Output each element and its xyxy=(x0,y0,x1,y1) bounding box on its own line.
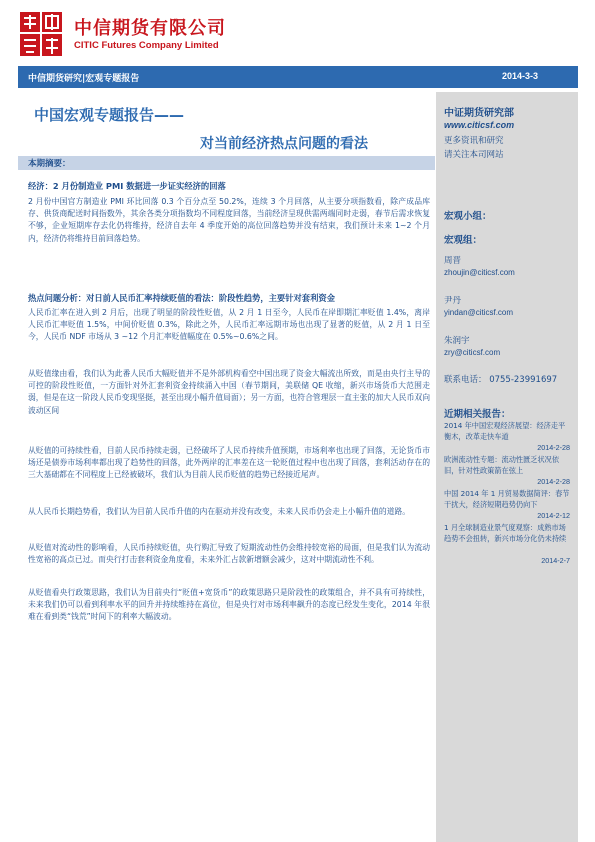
company-logo xyxy=(18,10,318,60)
recent-report-link[interactable]: 欧洲流动性专题：流动性匮乏状况依旧，针对性政策箭在弦上 xyxy=(444,455,560,475)
section-heading-hot-issue: 热点问题分析：对日前人民币汇率持续贬值的看法：阶段性趋势，主要针对套利资金 xyxy=(28,293,335,303)
company-name-en: CITIC Futures Company Limited xyxy=(74,40,219,51)
recent-report-date: 2014-2-12 xyxy=(537,511,570,520)
contact-phone: 联系电话： 0755-23991697 xyxy=(444,375,558,385)
member-name: 周晋 xyxy=(444,256,462,266)
recent-reports-label: 近期相关报告： xyxy=(444,409,511,420)
paragraph-item: 从贬值的可持续性看，目前人民币持续走弱，已经破坏了人民币持续升值预期，市场利率也出现了回落，无论货币市场还是债券市场利率都出现了趋势性的回落，此外两岸的汇率差在这一轮贬值过程中也出现了回落，套利活动存在的三大基础都在不同程度上已经被破坏，我们认为目前人民币贬值的趋势已经接近尾声。 xyxy=(28,446,430,480)
section-heading-economy: 经济：2 月份制造业 PMI 数据进一步证实经济的回落 xyxy=(28,181,226,191)
report-title: 中国宏观专题报告—— xyxy=(34,106,185,124)
paragraph-item: 人民币汇率在进入到 2 月后，出现了明显的阶段性贬值，从 2 月 1 日至今，人民币在岸即期汇率贬值 1.4%，离岸人民币汇率贬值 1.5%，中间价贬值 0.3%，除此之外，人民币汇率远期市场也出现了显著的贬值，从 2 月 1 日至今，人民币 NDF 市场从 3 ~12 个月汇率贬值幅度在 0.5%~0.6%之间。 xyxy=(28,308,430,342)
member-name: 尹丹 xyxy=(444,296,462,306)
company-name-cn: 中信期货有限公司 xyxy=(74,18,226,39)
paragraph-item: 从人民币长期趋势看，我们认为目前人民币升值的内在驱动并没有改变，未来人民币仍会走上小幅升值的道路。 xyxy=(28,507,411,516)
report-date: 2014-3-3 xyxy=(501,71,538,81)
follow-text: 请关注本司网站 xyxy=(444,150,504,160)
paragraph-item: 从贬值看央行政策思路，我们认为目前央行“贬值+宽货币”的政策思路只是阶段性的政策组合，并不具有可持续性，未来我们仍可以看到利率水平的回升并持续维持在高位，但是央行对市场利率飙升的态度已经发生变化，2014 年很难在看到类“钱荒”时间下的利率大幅波动。 xyxy=(28,588,430,622)
sidebar xyxy=(436,92,578,842)
team-label: 宏观组： xyxy=(444,235,483,246)
recent-report-link[interactable]: 中国 2014 年 1 月贸易数据简评：春节干扰大，经济短期趋势仍向下 xyxy=(444,489,570,509)
recent-report-date: 2014-2-28 xyxy=(537,443,570,452)
summary-label: 本期摘要： xyxy=(28,159,71,169)
recent-report-link[interactable]: 1 月全球制造业景气度观察：成熟市场趋势不会扭转，新兴市场分化仍未持续 xyxy=(444,523,567,543)
report-subtitle: 对当前经济热点问题的看法 xyxy=(200,136,368,152)
member-email[interactable]: zhoujin@citicsf.com xyxy=(444,268,515,277)
paragraph-item: 从贬值缘由看，我们认为此番人民币大幅贬值并不是外部机构看空中国出现了资金大幅流出所致，而是由央行主导的可控的阶段性贬值，一方面针对外汇套利资金持续涌入中国（春节期间，美联储 QE 收缩，新兴市场货币大范围走弱，但是在这一阶段人民币变现坚挺，甚至出现小幅升值局面）；另一方面，也符合管理层一直主张的加大人民币双向波动区间 xyxy=(28,369,430,415)
member-email[interactable]: yindan@citicsf.com xyxy=(444,308,514,317)
seal-logo-icon xyxy=(18,10,64,58)
recent-report-date: 2014-2-7 xyxy=(541,556,570,565)
recent-report-date: 2014-2-28 xyxy=(537,477,570,486)
website-link[interactable]: www.citicsf.com xyxy=(444,120,515,130)
recent-report-link[interactable]: 2014 年中国宏观经济展望：经济走平衡木，改革走快车道 xyxy=(444,421,566,441)
group-label: 宏观小组： xyxy=(444,211,492,222)
paragraph-economy: 2 月份中国官方制造业 PMI 环比回落 0.3 个百分点至 50.2%，连续 3 个月回落，从主要分项指数看，除产成品库存、供货商配送时间指数外，其余各类分项指数均不同程度回落，当前经济呈现供需两端同时走弱，春节后需求恢复不够，企业短期库存去化仍将维持，经济自去年 4 季度开始的高位回落趋势并没有结束，我们预计未来 1~2 个月内，经济仍将维持目前回落趋势。 xyxy=(28,197,430,243)
institute-name: 中证期货研究部 xyxy=(444,108,514,119)
summary-header xyxy=(18,156,435,170)
member-name: 朱润宇 xyxy=(444,336,470,346)
paragraph-item: 从贬值对流动性的影响看，人民币持续贬值，央行购汇导致了短期流动性仍会维持较宽裕的局面，但是我们认为流动性宽裕的高点已过。而央行打击套利资金角度看，未来外汇占款新增额会减少，这对中期流动性不利。 xyxy=(28,543,430,565)
more-info-text: 更多资讯和研究 xyxy=(444,136,504,146)
header-band xyxy=(18,66,578,88)
member-email[interactable]: zry@citicsf.com xyxy=(444,348,501,357)
report-series: 中信期货研究|宏观专题报告 xyxy=(28,74,140,84)
